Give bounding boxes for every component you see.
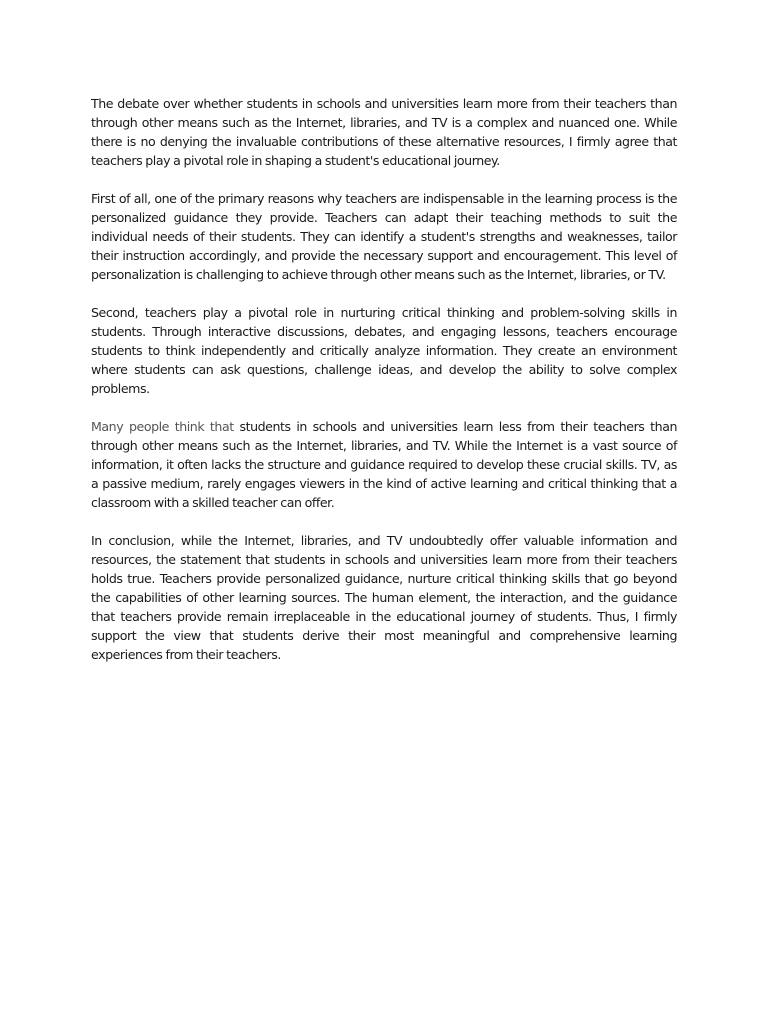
paragraph-second-argument-text: Second, teachers play a pivotal role in nurturing critical thinking and problem-solving skills in students. Through interactive discussions, debates, and engaging lessons, teachers encourage students to think independently and critically analyze information. They create an environment where students can ask questions, challenge ideas, and develop the ability to solve complex problems. [91,305,677,396]
paragraph-counterargument-text: students in schools and universities learn less from their teachers than through other means such as the Internet, libraries, and TV. While the Internet is a vast source of information, it often lacks the structure and guidance required to develop these crucial skills. TV, as a passive medium, rarely engages viewers in the kind of active learning and critical thinking that a classroom with a skilled teacher can offer. [91,419,677,510]
paragraph-conclusion-text: In conclusion, while the Internet, libraries, and TV undoubtedly offer valuable information and resources, the statement that students in schools and universities learn more from their teachers holds true. Teachers provide personalized guidance, nurture critical thinking skills that go beyond the capabilities of other learning sources. The human element, the interaction, and the guidance that teachers provide remain irreplaceable in the educational journey of students. Thus, I firmly support the view that students derive their most meaningful and comprehensive learning experiences from their teachers. [91,533,677,662]
paragraph-first-argument [91,189,677,284]
paragraph-introduction [91,94,677,170]
paragraph-counterargument-lead: Many people think that [91,419,234,434]
paragraph-first-argument-text: First of all, one of the primary reasons why teachers are indispensable in the learning process is the personalized guidance they provide. Teachers can adapt their teaching methods to suit the individual needs of their students. They can identify a student's strengths and weaknesses, tailor their instruction accordingly, and provide the necessary support and encouragement. This level of personalization is challenging to achieve through other means such as the Internet, libraries, or TV. [91,191,677,282]
paragraph-conclusion [91,531,677,664]
essay-body [91,94,677,683]
paragraph-second-argument [91,303,677,398]
paragraph-introduction-text: The debate over whether students in schools and universities learn more from their teachers than through other means such as the Internet, libraries, and TV is a complex and nuanced one. While there is no denying the invaluable contributions of these alternative resources, I firmly agree that teachers play a pivotal role in shaping a student's educational journey. [91,96,677,168]
paragraph-counterargument [91,417,677,512]
